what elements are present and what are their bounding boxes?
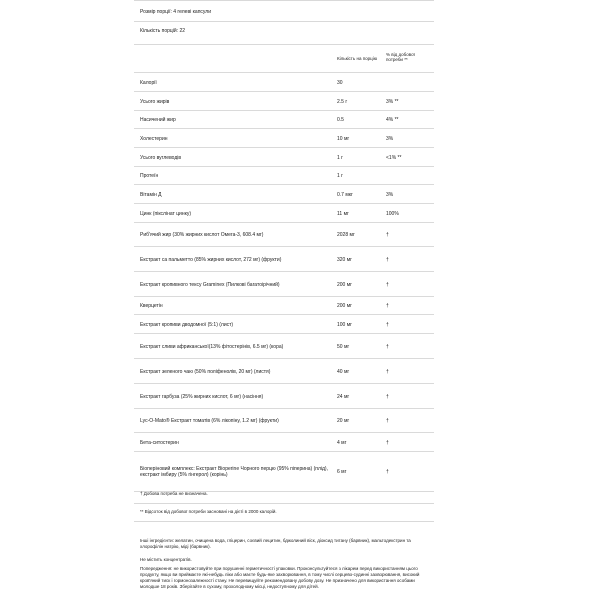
nutrient-name: Вітамін Д xyxy=(140,191,162,198)
amount-per-serving: 6 мг xyxy=(337,469,347,475)
amount-per-serving: 24 мг xyxy=(337,393,350,400)
daily-value-percent: † xyxy=(386,368,389,375)
table-row xyxy=(134,358,434,384)
other-ingredients-text: Інші інгредієнти: желатин, очищена вода, гліцерин, соєвий лецитин, бджолиний віск, діоксид титану (барвник), мальтодекстрин та хлорофілін натрію, міді (барвник). xyxy=(140,538,411,549)
amount-per-serving: 40 мг xyxy=(337,368,350,375)
serving-size-label: Розмір порції: 4 гелеві капсули xyxy=(140,9,212,15)
amount-per-serving: 2028 мг xyxy=(337,232,355,238)
divider xyxy=(134,44,434,45)
daily-value-percent: † xyxy=(386,393,389,400)
table-row xyxy=(134,296,434,315)
daily-value-percent: 3% xyxy=(386,135,394,142)
daily-value-percent: † xyxy=(386,439,389,446)
divider xyxy=(134,503,434,504)
amount-per-serving: 4 мг xyxy=(337,439,347,446)
daily-value-percent: † xyxy=(386,469,389,475)
daily-value-percent: † xyxy=(386,232,389,238)
nutrient-name: Кверцетін xyxy=(140,303,163,309)
table-row xyxy=(134,271,434,297)
nutrient-name: Біоперіновий комплекс: Екстракт Bioperine Чорного перцю (95% піперина) (плід), екстракт імбиру (5% гінгерол) (корінь) xyxy=(140,466,328,478)
table-row xyxy=(134,314,434,334)
daily-value-percent: † xyxy=(386,256,389,263)
daily-value-percent: <1% ** xyxy=(386,154,402,161)
nutrient-name: Екстракт са пальметто (85% жирних кислот, 272 мг) (фрукти) xyxy=(140,256,282,263)
nutrient-name: Бета-ситостерин xyxy=(140,439,179,446)
table-row xyxy=(134,432,434,452)
table-row xyxy=(134,184,434,204)
warning-text: Попередження: не використовуйте при порушенні герметичності упаковки. Проконсультуйтеся з лікарем перед використанням цього продукту, якщо ви приймаєте які-небудь ліки або маєте будь-яке захворювання, в тому числі серцево-судинні захворювання, високий кров'яний тиск і гормонозалежності стану. Не перевищуйте рекомендовану добову дозу. Не призначено для використання особами молодше 18 років. Зберігайте в сухому, прохолодному місці, недоступному для дітей. xyxy=(140,566,420,589)
daily-value-percent: † xyxy=(386,343,389,350)
table-row xyxy=(134,72,434,92)
table-row xyxy=(134,110,434,129)
divider xyxy=(134,521,434,522)
nutrient-name: Калорії xyxy=(140,79,157,86)
amount-per-serving: 20 мг xyxy=(337,418,350,424)
amount-per-serving: 200 мг xyxy=(337,281,352,288)
table-row xyxy=(134,166,434,185)
nutrient-name: Екстракт кропиви дводомної (5:1) (лист) xyxy=(140,321,234,328)
divider xyxy=(134,0,434,1)
footnote-dagger: † Добова потреба не визначена. xyxy=(140,491,208,496)
table-row xyxy=(134,91,434,111)
nutrient-name: Насичений жир xyxy=(140,117,176,123)
nutrient-name: Екстракт зеленого чаю (50% поліфенолів, 20 мг) (листя) xyxy=(140,368,271,375)
amount-per-serving: 1 г xyxy=(337,154,343,161)
amount-per-serving: 320 мг xyxy=(337,256,352,263)
nutrient-name: Усього вуглеводів xyxy=(140,154,182,161)
amount-per-serving: 10 мг xyxy=(337,135,350,142)
column-header-amount: Кількість на порцію xyxy=(337,56,378,61)
daily-value-percent: † xyxy=(386,281,389,288)
table-row xyxy=(134,383,434,409)
daily-value-percent: † xyxy=(386,418,389,424)
nutrient-name: Екстракт гарбуза (25% жирних кислот, 6 мг) (насіння) xyxy=(140,393,264,400)
not-concentrate-text: Не містить концентратів. xyxy=(140,557,192,562)
daily-value-percent: 4% ** xyxy=(386,117,399,123)
serving-count-row xyxy=(134,24,434,38)
column-header-percent: % від добової потреби ** xyxy=(386,52,415,62)
daily-value-percent: 3% xyxy=(386,191,394,198)
table-row xyxy=(134,222,434,247)
amount-per-serving: 0.5 xyxy=(337,117,344,123)
amount-per-serving: 1 г xyxy=(337,173,343,179)
daily-value-percent: 3% ** xyxy=(386,98,399,105)
nutrient-name: Протеїн xyxy=(140,173,159,179)
amount-per-serving: 2.5 г xyxy=(337,98,348,105)
table-row xyxy=(134,246,434,272)
divider xyxy=(134,21,434,22)
table-row xyxy=(134,408,434,433)
amount-per-serving: 100 мг xyxy=(337,321,352,328)
nutrient-name: Екстракт кропивного тексу Graminex (Пилкові багатоірічний) xyxy=(140,281,280,288)
supplement-facts-sheet xyxy=(134,0,434,600)
amount-per-serving: 0.7 мкг xyxy=(337,191,353,198)
nutrient-name: Усього жирів xyxy=(140,98,170,105)
daily-value-percent: 100% xyxy=(386,210,399,217)
amount-per-serving: 200 мг xyxy=(337,303,352,309)
serving-count-label: Кількість порцій: 22 xyxy=(140,28,186,34)
footnote-double-star: ** Відсоток від добової потреби засновані на дієті в 2000 калорій. xyxy=(140,509,277,514)
amount-per-serving: 50 мг xyxy=(337,343,350,350)
table-row xyxy=(134,128,434,148)
amount-per-serving: 11 мг xyxy=(337,210,349,217)
daily-value-percent: † xyxy=(386,303,389,309)
daily-value-percent: † xyxy=(386,321,389,328)
amount-per-serving: 30 xyxy=(337,79,343,86)
table-row xyxy=(134,333,434,359)
table-row xyxy=(134,147,434,167)
table-row xyxy=(134,451,434,492)
table-row xyxy=(134,203,434,223)
serving-size-row xyxy=(134,5,434,19)
nutrient-name: Lyc-O-Mato® Екстракт томатів (6% лікопіну, 1.2 мг) (фрукти) xyxy=(140,418,279,424)
nutrient-name: Екстракт сливи африканської(13% фітостерінів, 6.5 мг) (кора) xyxy=(140,343,284,350)
nutrient-name: Риб'ячий жир (30% жирних кислот Омега-3, 608.4 мг) xyxy=(140,232,264,238)
nutrient-name: Цинк (пікслінат цинку) xyxy=(140,210,192,217)
nutrient-name: Холестерин xyxy=(140,135,168,142)
